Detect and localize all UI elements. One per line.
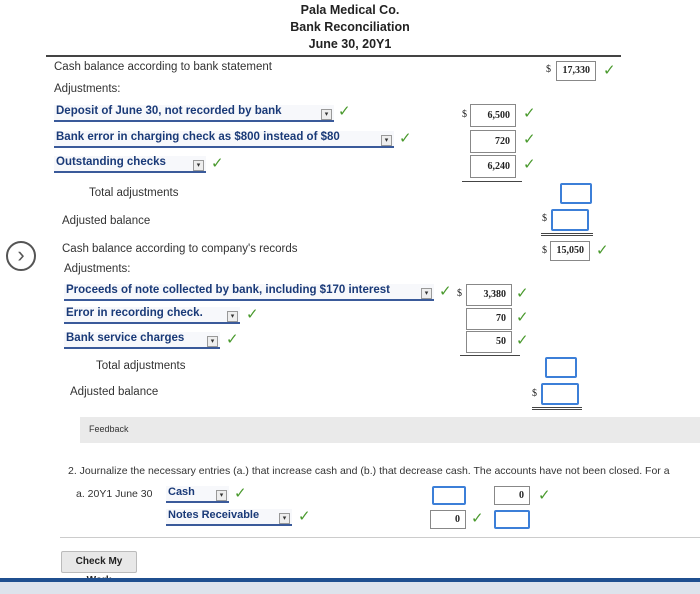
footer-bar: [0, 578, 700, 582]
company-name: Pala Medical Co.: [300, 3, 400, 17]
chevron-down-icon[interactable]: ▾: [227, 311, 238, 322]
report-date: June 30, 20Y1: [308, 37, 392, 51]
subtotal-rule: [462, 181, 522, 182]
feedback-panel[interactable]: [80, 417, 700, 443]
check-icon: ✓: [523, 105, 536, 122]
check-icon: ✓: [338, 103, 351, 120]
chevron-down-icon[interactable]: ▾: [216, 490, 227, 501]
bank-adjustment-3-value: 6,240: [470, 155, 516, 178]
company-adjustment-1-value: 3,380: [466, 284, 512, 306]
feedback-label[interactable]: Feedback: [89, 424, 129, 434]
bank-adjustments-label: Adjustments:: [54, 83, 121, 95]
bank-adjustment-1-label: Deposit of June 30, not recorded by bank: [56, 105, 282, 117]
report-title: Bank Reconciliation: [290, 20, 410, 34]
divider: [60, 537, 700, 538]
check-icon: ✓: [516, 309, 529, 326]
bank-cash-balance-label: Cash balance according to bank statement: [54, 61, 272, 73]
company-total-adjustments-label: Total adjustments: [96, 360, 186, 372]
check-icon: ✓: [211, 155, 224, 172]
chevron-down-icon[interactable]: ▾: [421, 288, 432, 299]
check-my-work-button[interactable]: Check My: [61, 551, 137, 573]
bank-cash-balance-value: 17,330: [556, 61, 596, 81]
chevron-down-icon[interactable]: ▾: [207, 336, 218, 347]
double-rule: [541, 233, 593, 234]
company-total-adjustments-input[interactable]: [545, 357, 577, 378]
notes-receivable-debit-value: 0: [430, 510, 466, 529]
check-icon: ✓: [523, 156, 536, 173]
check-icon: ✓: [603, 62, 616, 79]
cash-credit-value: 0: [494, 486, 530, 505]
bank-adjusted-balance-input[interactable]: [551, 209, 589, 231]
bank-adjustment-select-3[interactable]: [54, 156, 206, 173]
bank-adjustment-select-1[interactable]: [54, 105, 334, 122]
notes-receivable-credit-input[interactable]: [494, 510, 530, 529]
company-adjusted-balance-label: Adjusted balance: [70, 386, 159, 398]
company-adjustment-1-label: Proceeds of note collected by bank, including $170 interest: [66, 284, 391, 296]
check-icon: ✓: [523, 131, 536, 148]
dollar-sign: $: [542, 213, 547, 224]
subtotal-rule: [460, 355, 520, 356]
company-adjustment-3-label: Bank service charges: [66, 332, 185, 344]
account-2-label: Notes Receivable: [168, 509, 260, 521]
company-adjustment-select-1[interactable]: [64, 284, 434, 301]
company-adjustment-3-value: 50: [466, 331, 512, 353]
company-cash-balance-label: Cash balance according to company's records: [62, 243, 298, 255]
company-adjustments-label: Adjustments:: [64, 263, 131, 275]
bank-total-adjustments-input[interactable]: [560, 183, 592, 204]
double-rule: [532, 409, 582, 410]
bank-total-adjustments-label: Total adjustments: [89, 187, 179, 199]
check-icon: ✓: [399, 130, 412, 147]
cash-debit-input[interactable]: [432, 486, 466, 505]
dollar-sign: $: [546, 64, 551, 75]
chevron-down-icon[interactable]: ▾: [381, 135, 392, 146]
dollar-sign: $: [542, 245, 547, 256]
chevron-down-icon[interactable]: ▾: [321, 109, 332, 120]
check-icon: ✓: [439, 283, 452, 300]
check-icon: ✓: [516, 332, 529, 349]
check-icon: ✓: [538, 487, 551, 504]
check-icon: ✓: [226, 331, 239, 348]
double-rule: [532, 407, 582, 408]
dollar-sign: $: [532, 388, 537, 399]
check-icon: ✓: [246, 306, 259, 323]
account-select-1[interactable]: [166, 486, 229, 503]
check-icon: ✓: [596, 242, 609, 259]
double-rule: [541, 235, 593, 236]
company-adjustment-select-2[interactable]: [64, 307, 240, 324]
chevron-down-icon[interactable]: ▾: [193, 160, 204, 171]
check-icon: ✓: [471, 510, 484, 527]
company-adjustment-2-value: 70: [466, 308, 512, 330]
company-cash-balance-value: 15,050: [550, 241, 590, 261]
bank-adjustment-3-label: Outstanding checks: [56, 156, 166, 168]
check-icon: ✓: [516, 285, 529, 302]
bank-adjustment-1-value: 6,500: [470, 104, 516, 127]
dollar-sign: $: [457, 288, 462, 299]
header-rule: [46, 55, 621, 57]
account-1-label: Cash: [168, 486, 195, 498]
question-2-text: 2. Journalize the necessary entries (a.) that increase cash and (b.) that decrease cash. The accounts have not been closed. For a: [68, 465, 670, 477]
bank-adjustment-select-2[interactable]: [54, 131, 394, 148]
chevron-down-icon[interactable]: ▾: [279, 513, 290, 524]
entry-a-date-label: a. 20Y1 June 30: [76, 488, 153, 500]
company-adjustment-2-label: Error in recording check.: [66, 307, 203, 319]
check-icon: ✓: [298, 508, 311, 525]
bank-adjustment-2-label: Bank error in charging check as $800 instead of $80: [56, 131, 340, 143]
account-select-2[interactable]: [166, 509, 292, 526]
check-icon: ✓: [234, 485, 247, 502]
bank-adjusted-balance-label: Adjusted balance: [62, 215, 151, 227]
company-adjusted-balance-input[interactable]: [541, 383, 579, 405]
previous-arrow-icon[interactable]: ›: [6, 241, 36, 271]
bank-adjustment-2-value: 720: [470, 130, 516, 153]
company-adjustment-select-3[interactable]: [64, 332, 220, 349]
dollar-sign: $: [462, 109, 467, 120]
